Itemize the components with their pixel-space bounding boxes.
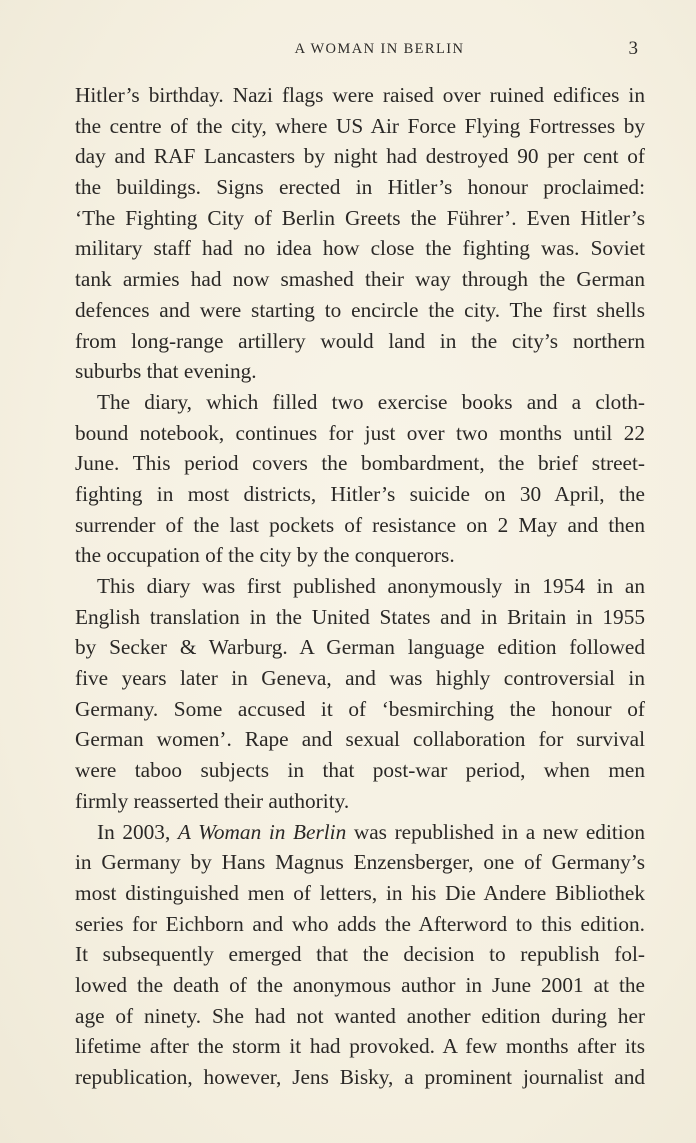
- text-line: fighting in most districts, Hitler’s suicide on 30 April, the: [75, 481, 645, 506]
- running-title: A WOMAN IN BERLIN: [294, 41, 465, 57]
- text-line: lifetime after the storm it had provoked. A few months after its: [75, 1034, 645, 1059]
- text-line: were taboo subjects in that post-war period, when men: [75, 758, 645, 783]
- text-line: republication, however, Jens Bisky, a prominent journalist and: [75, 1065, 645, 1089]
- text-line: Hitler’s birthday. Nazi flags were raised over ruined edifices in: [75, 83, 645, 107]
- text-line: defences and were starting to encircle the city. The first shells: [75, 297, 645, 322]
- text-line: military staff had no idea how close the fighting was. Soviet: [75, 236, 645, 261]
- text-line: the buildings. Signs erected in Hitler’s honour proclaimed:: [75, 175, 645, 200]
- paragraph-4: [75, 817, 645, 1093]
- text-line: firmly reasserted their authority.: [75, 788, 350, 813]
- text-line: most distinguished men of letters, in his Die Andere Bibliothek: [75, 880, 645, 905]
- text-line: This diary was first published anonymously in 1954 in an: [97, 574, 645, 598]
- text-line: the occupation of the city by the conquerors.: [75, 543, 455, 568]
- text-line: June. This period covers the bombardment, the brief street-: [75, 451, 645, 476]
- text-line: by Secker & Warburg. A German language edition followed: [75, 635, 645, 660]
- text-line: The diary, which filled two exercise books and a cloth-: [97, 389, 645, 414]
- text-fragment: was republished in a new edition: [346, 819, 645, 844]
- text-line: suburbs that evening.: [75, 359, 257, 384]
- book-title-italic: A Woman in Berlin: [177, 819, 347, 844]
- text-line: series for Eichborn and who adds the Afterword to this edition.: [75, 911, 645, 936]
- running-head: [75, 38, 644, 65]
- paragraph-2: [75, 387, 645, 571]
- body-text: [75, 80, 645, 1093]
- text-line: lowed the death of the anonymous author in June 2001 at the: [75, 972, 645, 997]
- text-line: English translation in the United States and in Britain in 1955: [75, 604, 645, 629]
- text-line: German women’. Rape and sexual collaboration for survival: [75, 727, 645, 752]
- text-line: surrender of the last pockets of resistance on 2 May and then: [75, 512, 645, 537]
- text-line: from long-range artillery would land in the city’s northern: [75, 328, 645, 353]
- text-line-with-title: [75, 817, 645, 848]
- text-fragment: In 2003,: [97, 819, 178, 844]
- text-line: tank armies had now smashed their way through the German: [75, 267, 645, 292]
- text-line: ‘The Fighting City of Berlin Greets the Führer’. Even Hitler’s: [75, 205, 645, 230]
- text-line: Germany. Some accused it of ‘besmirching the honour of: [75, 696, 645, 721]
- paragraph-3: [75, 571, 645, 817]
- text-line: age of ninety. She had not wanted another edition during her: [75, 1003, 645, 1028]
- text-line: bound notebook, continues for just over two months until 22: [75, 420, 645, 445]
- paragraph-1: [75, 80, 645, 387]
- text-line: five years later in Geneva, and was highly controversial in: [75, 666, 645, 691]
- text-line: the centre of the city, where US Air Force Flying Fortresses by: [75, 113, 645, 138]
- text-line: day and RAF Lancasters by night had destroyed 90 per cent of: [75, 144, 645, 169]
- text-line: It subsequently emerged that the decision to republish fol-: [75, 942, 645, 967]
- text-line: in Germany by Hans Magnus Enzensberger, one of Germany’s: [75, 850, 645, 875]
- page-number: 3: [628, 38, 638, 59]
